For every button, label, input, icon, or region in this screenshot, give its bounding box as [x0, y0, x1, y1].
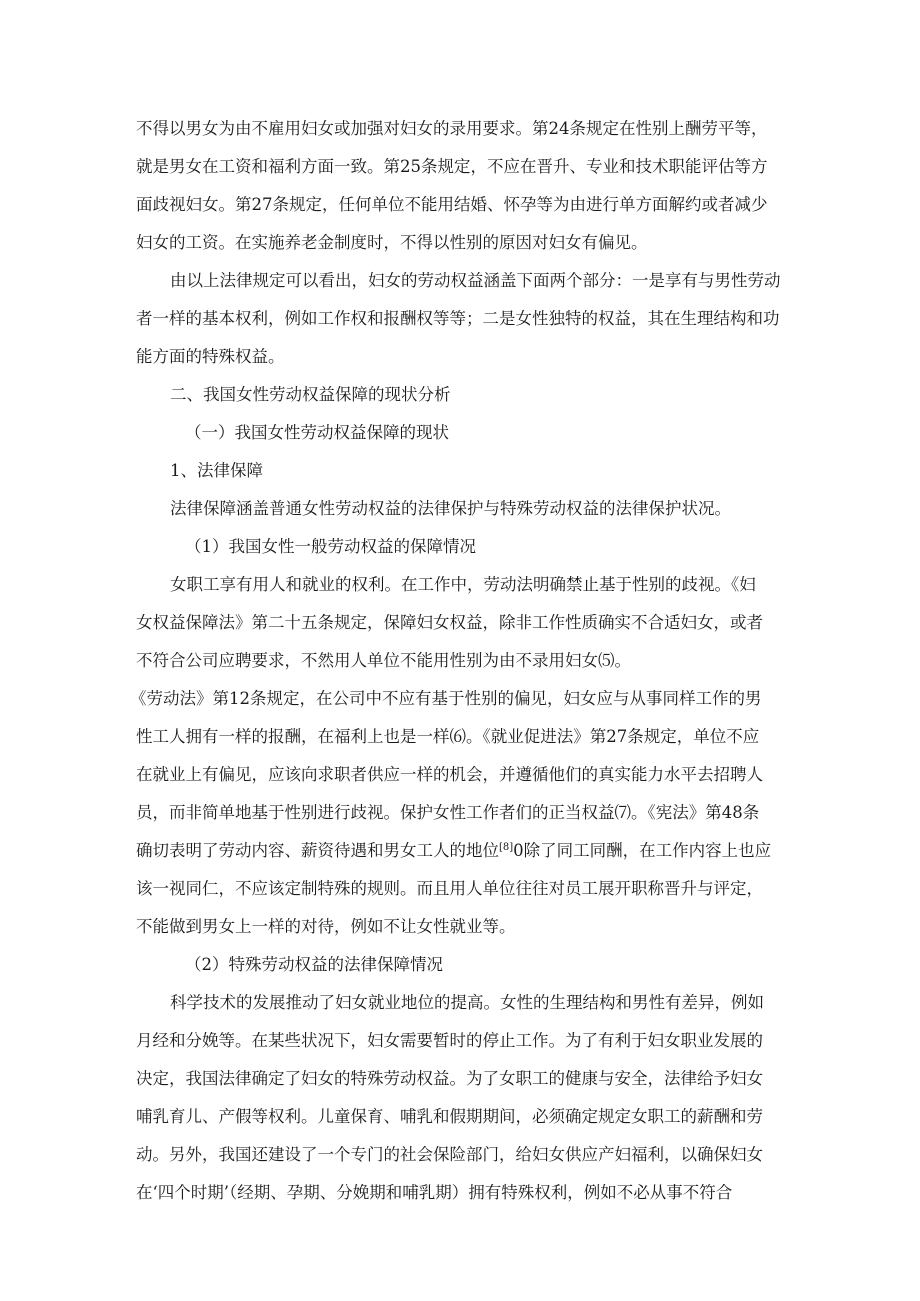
text-line: 妇女的工资。在实施养老金制度时，不得以性别的原因对妇女有偏见。	[136, 233, 648, 252]
text-segment: 确切表明了劳动内容、薪资待遇和男女工人的地位	[136, 841, 499, 860]
text-line: 动。另外，我国还建设了一个专门的社会保险部门，给妇女供应产妇福利，以确保妇女	[136, 1145, 763, 1164]
text-line: 在就业上有偏见，应该向求职者供应一样的机会，并遵循他们的真实能力水平去招聘人	[136, 765, 763, 784]
text-line: 在‘四个时期’（经期、孕期、分娩期和哺乳期）拥有特殊权利，例如不必从事不符合	[136, 1183, 733, 1202]
text-line: 不能做到男女上一样的对待，例如不让女性就业等。	[136, 917, 516, 936]
text-line: 女职工享有用人和就业的权利。在工作中，劳动法明确禁止基于性别的歧视。《妇	[170, 575, 756, 594]
text-line: 该一视同仁，不应该定制特殊的规则。而且用人单位往往对员工展开职称晋升与评定，	[136, 879, 763, 898]
subsection-heading: （一）我国女性劳动权益保障的现状	[185, 423, 449, 442]
text-line: 能方面的特殊权益。	[136, 347, 285, 366]
text-line: 由以上法律规定可以看出，妇女的劳动权益涵盖下面两个部分：一是享有与男性劳动	[170, 271, 781, 290]
text-line: 不符合公司应聘要求，不然用人单位不能用性别为由不录用妇女⑸。	[136, 651, 631, 670]
subsection-heading: （2）特殊劳动权益的法律保障情况	[185, 955, 443, 974]
text-line: 哺乳育儿、产假等权利。儿童保育、哺乳和假期期间，必须确定规定女职工的薪酬和劳	[136, 1107, 763, 1126]
text-line: 月经和分娩等。在某些状况下，妇女需要暂时的停止工作。为了有利于妇女职业发展的	[136, 1031, 763, 1050]
text-segment: 0除了同工同酬，在工作内容上也应	[513, 841, 772, 860]
text-line: 决定，我国法律确定了妇女的特殊劳动权益。为了女职工的健康与安全，法律给予妇女	[136, 1069, 763, 1088]
text-line: 女权益保障法》第二十五条规定，保障妇女权益，除非工作性质确实不合适妇女，或者	[136, 613, 763, 632]
subsection-heading: （1）我国女性一般劳动权益的保障情况	[185, 537, 476, 556]
text-line: 就是男女在工资和福利方面一致。第25条规定，不应在晋升、专业和技术职能评估等方	[136, 157, 768, 176]
text-line: 不得以男女为由不雇用妇女或加强对妇女的录用要求。第24条规定在性别上酬劳平等，	[136, 119, 768, 138]
citation-ref: [8]	[499, 842, 514, 853]
text-line: 《劳动法》第12条规定，在公司中不应有基于性别的偏见，妇女应与从事同样工作的男	[130, 689, 762, 708]
text-line	[136, 839, 771, 863]
text-line: 法律保障涵盖普通女性劳动权益的法律保护与特殊劳动权益的法律保护状况。	[170, 499, 731, 518]
section-heading: 二、我国女性劳动权益保障的现状分析	[170, 385, 451, 404]
text-line: 面歧视妇女。第27条规定，任何单位不能用结婚、怀孕等为由进行单方面解约或者减少	[136, 195, 768, 214]
subsection-heading: 1、法律保障	[170, 461, 263, 480]
text-line: 性工人拥有一样的报酬，在福利上也是一样⑹。《就业促进法》第27条规定，单位不应	[136, 727, 760, 746]
text-line: 员，而非简单地基于性别进行歧视。保护女性工作者们的正当权益⑺。《宪法》第48条	[136, 803, 760, 822]
text-line: 者一样的基本权利，例如工作权和报酬权等等；二是女性独特的权益，其在生理结构和功	[136, 309, 780, 328]
text-line: 科学技术的发展推动了妇女就业地位的提高。女性的生理结构和男性有差异，例如	[170, 993, 764, 1012]
